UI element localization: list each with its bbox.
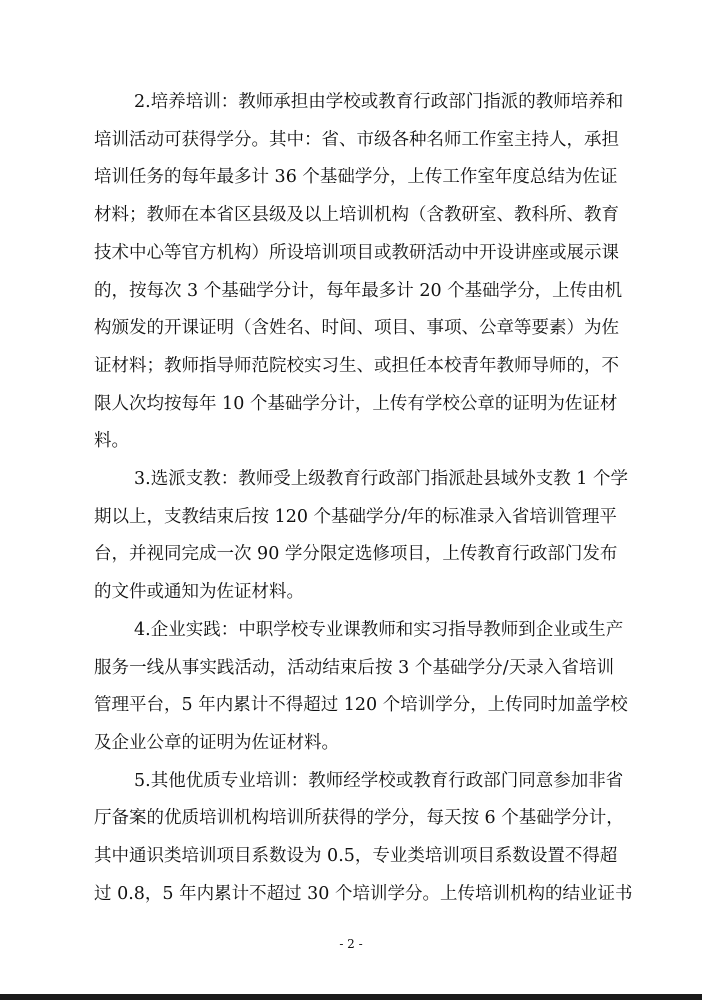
text-line: 材料；教师在本省区县级及以上培训机构（含教研室、教科所、教育 [94,205,619,225]
text-line: 2.培养培训：教师承担由学校或教育行政部门指派的教师培养和 [134,92,624,112]
text-line: 技术中心等官方机构）所设培训项目或教研活动中开设讲座或展示课 [94,243,619,263]
text-line: 台，并视同完成一次 90 学分限定选修项目，上传教育行政部门发布 [94,544,618,564]
text-line: 厅备案的优质培训机构培训所获得的学分，每天按 6 个基础学分计， [94,808,624,828]
text-line: 期以上，支教结束后按 120 个基础学分/年的标准录入省培训管理平 [94,507,617,527]
text-line: 其中通识类培训项目系数设为 0.5，专业类培训项目系数设置不得超 [94,846,618,866]
text-line: 5.其他优质专业培训：教师经学校或教育行政部门同意参加非省 [134,771,624,791]
text-line: 3.选派支教：教师受上级教育行政部门指派赴县域外支教 1 个学 [134,469,628,489]
text-line: 4.企业实践：中职学校专业课教师和实习指导教师到企业或生产 [134,620,624,640]
text-line: 证材料；教师指导师范院校实习生、或担任本校青年教师导师的，不 [94,356,619,376]
text-line: 管理平台，5 年内累计不得超过 120 个培训学分，上传同时加盖学校 [94,695,628,715]
text-line: 料。 [94,431,129,451]
text-line: 培训任务的每年最多计 36 个基础学分，上传工作室年度总结为佐证 [94,167,618,187]
text-line: 服务一线从事实践活动，活动结束后按 3 个基础学分/天录入省培训 [94,658,614,678]
page-number: - 2 - [339,937,363,951]
text-line: 培训活动可获得学分。其中：省、市级各种名师工作室主持人，承担 [94,130,619,150]
text-line: 限人次均按每年 10 个基础学分计，上传有学校公章的证明为佐证材 [94,394,618,414]
text-line: 构颁发的开课证明（含姓名、时间、项目、事项、公章等要素）为佐 [94,318,619,338]
text-line: 的文件或通知为佐证材料。 [94,582,304,602]
text-line: 过 0.8，5 年内累计不超过 30 个培训学分。上传培训机构的结业证书 [94,884,633,904]
text-line: 的，按每次 3 个基础学分计，每年最多计 20 个基础学分，上传由机 [94,281,623,301]
text-line: 及企业公章的证明为佐证材料。 [94,733,339,753]
page-bottom-border [0,994,702,1000]
